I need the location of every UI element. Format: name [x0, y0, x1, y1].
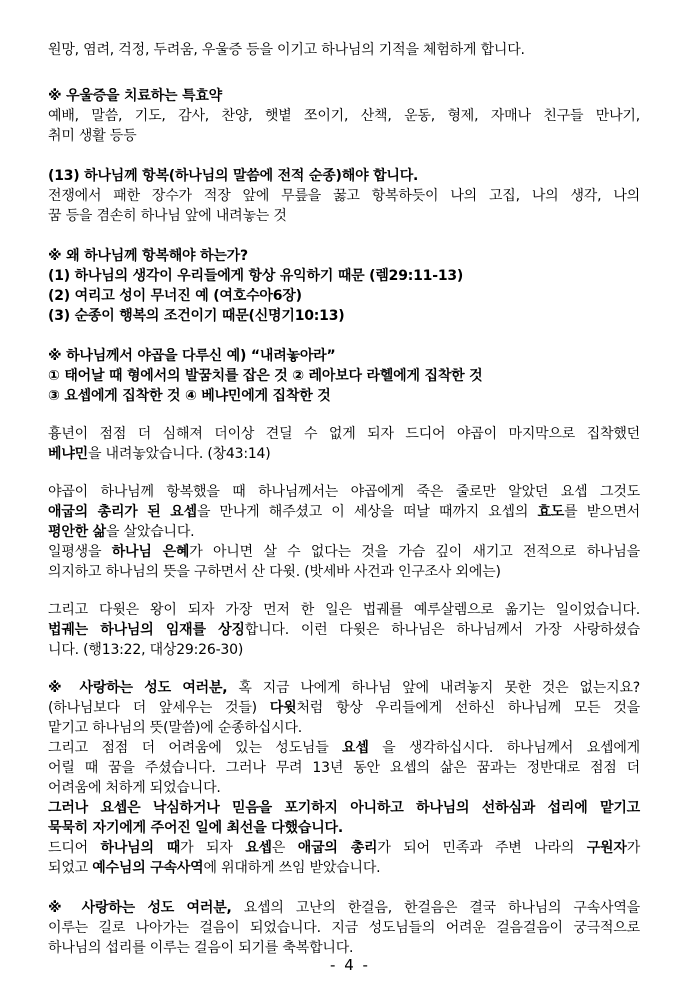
text-line [48, 86, 640, 106]
text-line [48, 778, 640, 798]
text-line [48, 798, 640, 818]
text-run: 가 [626, 840, 641, 856]
page-number: - 4 - [330, 956, 370, 974]
text-line [48, 698, 640, 718]
text-line [48, 522, 640, 542]
text-run: 가 아니면 살 수 없다는 것을 가슴 깊이 새기고 전적으로 하나님을 [189, 544, 640, 560]
text-line [48, 246, 640, 266]
text-run: 되었고 [48, 860, 93, 876]
text-run: 에 위대하게 쓰임 받았습니다. [203, 860, 381, 876]
text-run: 혹 지금 나에게 하나님 앞에 내려놓지 못한 것은 없는지요? [227, 680, 640, 696]
bold-text: (1) 하나님의 생각이 우리들에게 항상 유익하기 때문 (렘29:11-13) [48, 268, 464, 284]
text-line [48, 444, 640, 464]
text-run: 드디어 [48, 840, 101, 856]
text-line [48, 718, 640, 738]
text-run: 그리고 다윗은 왕이 되자 가장 먼저 한 일은 법궤를 예루살렘으로 옮기는 일이었습니다. [48, 602, 640, 618]
text-run: 야곱이 하나님께 항복했을 때 하나님께서는 야곱에게 죽은 줄로만 알았던 요셉 그것도 [48, 484, 640, 500]
bold-text: ① 태어날 때 형에서의 발꿈치를 잡은 것 ② 레아보다 라헬에게 집착한 것 [48, 368, 483, 384]
text-run: 은 [271, 840, 298, 856]
text-line [48, 620, 640, 640]
bold-text: ※ 사랑하는 성도 여러분, [48, 900, 232, 916]
bold-text: 법궤는 하나님의 임재를 상징 [48, 622, 245, 638]
text-line [48, 838, 640, 858]
bold-text: 그러나 요셉은 낙심하거나 믿음을 포기하지 아니하고 하나님의 선하심과 섭리에 맡기고 [48, 800, 640, 816]
bold-text: ③ 요셉에게 집착한 것 ④ 베냐민에게 집착한 것 [48, 388, 331, 404]
text-run: 니다. (행13:22, 대상29:26-30) [48, 642, 244, 658]
bold-text: (2) 여리고 성이 무너진 예 (여호수아6장) [48, 288, 302, 304]
text-run: 흉년이 점점 더 심해져 더이상 견딜 수 없게 되자 드디어 야곱이 마지막으로 집착했던 [48, 426, 640, 442]
text-line [48, 640, 640, 660]
text-run: 을 생각하십시다. 하나님께서 요셉에게 [368, 740, 640, 756]
text-line [48, 306, 640, 326]
text-run: 가 되어 민족과 주변 나라의 [377, 840, 587, 856]
text-line [48, 266, 640, 286]
text-run: 가 되자 [180, 840, 246, 856]
bold-text: 요셉 [342, 740, 369, 756]
text-line [48, 424, 640, 444]
text-line [48, 482, 640, 502]
bold-text: 베냐민 [48, 446, 88, 462]
bold-text: 하나님의 때 [100, 840, 181, 856]
text-line [48, 366, 640, 386]
bold-text: 애굽의 총리 [297, 840, 378, 856]
text-run: 예배, 말씀, 기도, 감사, 찬양, 햇볕 쪼이기, 산책, 운동, 형제, 자매나 친구들 만나기, [48, 108, 640, 124]
text-line [48, 918, 640, 938]
text-run: (하나님보다 더 앞세우는 것들) [48, 700, 270, 716]
bold-text: 요셉 [245, 840, 272, 856]
text-line [48, 898, 640, 918]
bold-text: ※ 우울증을 치료하는 특효약 [48, 88, 222, 104]
bold-text: 예수님의 구속사역 [92, 860, 204, 876]
text-run: 을 살았습니다. [105, 524, 195, 540]
text-run: 을 만나게 해주셨고 이 세상을 떠날 때까지 요셉의 [196, 504, 538, 520]
text-run: 그리고 점점 더 어려움에 있는 성도님들 [48, 740, 343, 756]
text-run: 이루는 길로 나아가는 걸음이 되었습니다. 지금 성도님들의 어려운 걸음걸음이 궁극적으로 [48, 920, 640, 936]
text-run: 일평생을 [48, 544, 112, 560]
text-run: 꿈 등을 겸손히 하나님 앞에 내려놓는 것 [48, 208, 287, 224]
text-line [48, 386, 640, 406]
text-line [48, 938, 640, 958]
text-run: 전쟁에서 패한 장수가 적장 앞에 무릎을 꿇고 항복하듯이 나의 고집, 나의 생각, 나의 [48, 188, 640, 204]
bold-text: 애굽의 총리가 된 요셉 [48, 504, 197, 520]
text-run: 의지하고 하나님의 뜻을 구하면서 산 다윗. (밧세바 사건과 인구조사 외에는) [48, 564, 501, 580]
bold-text: 평안한 삶 [48, 524, 106, 540]
text-run: 합니다. 이런 다윗은 하나님은 하나님께서 가장 사랑하셨습 [244, 622, 640, 638]
text-line [48, 738, 640, 758]
text-line [48, 678, 640, 698]
text-run: 취미 생활 등등 [48, 128, 137, 144]
text-line [48, 858, 640, 878]
text-line [48, 166, 640, 186]
text-line [48, 346, 640, 366]
text-run: 어려움에 처하게 되었습니다. [48, 780, 221, 796]
text-run: 처럼 항상 우리들에게 선하신 하나님께 모든 것을 [296, 700, 640, 716]
text-line [48, 126, 640, 146]
text-line [48, 186, 640, 206]
text-line [48, 286, 640, 306]
bold-text: (13) 하나님께 항복(하나님의 말씀에 전적 순종)해야 합니다. [48, 168, 419, 184]
text-line [48, 106, 640, 126]
bold-text: ※ 왜 하나님께 항복해야 하는가? [48, 248, 248, 264]
text-run: 요셉의 고난의 한걸음, 한걸음은 결국 하나님의 구속사역을 [231, 900, 641, 916]
bold-text: (3) 순종이 행복의 조건이기 때문(신명기10:13) [48, 308, 345, 324]
bold-text: 묵묵히 자기에게 주어진 일에 최선을 다했습니다. [48, 820, 343, 836]
text-run: 원망, 염려, 걱정, 두려움, 우울증 등을 이기고 하나님의 기적을 체험하게 합니다. [48, 42, 525, 58]
text-line [48, 502, 640, 522]
bold-text: 다윗 [269, 700, 297, 716]
text-run: 을 내려놓았습니다. (창43:14) [87, 446, 271, 462]
bold-text: 구원자 [586, 840, 627, 856]
text-run: 맡기고 하나님의 뜻(말씀)에 순종하십시다. [48, 720, 303, 736]
bold-text: ※ 사랑하는 성도 여러분, [48, 680, 228, 696]
text-line [48, 818, 640, 838]
text-line [48, 542, 640, 562]
text-line [48, 40, 640, 60]
text-run: 하나님의 섭리를 이루는 걸음이 되기를 축복합니다. [48, 940, 354, 956]
text-line [48, 600, 640, 620]
text-line [48, 758, 640, 778]
bold-text: 하나님 은혜 [111, 544, 190, 560]
text-line [48, 562, 640, 582]
text-run: 를 받으면서 [564, 504, 640, 520]
text-run: 어릴 때 꿈을 주셨습니다. 그러나 무려 13년 동안 요셉의 삶은 꿈과는 정반대로 점점 더 [48, 760, 640, 776]
text-line [48, 206, 640, 226]
bold-text: 효도 [537, 504, 565, 520]
bold-text: ※ 하나님께서 야곱을 다루신 예) “내려놓아라” [48, 348, 336, 364]
